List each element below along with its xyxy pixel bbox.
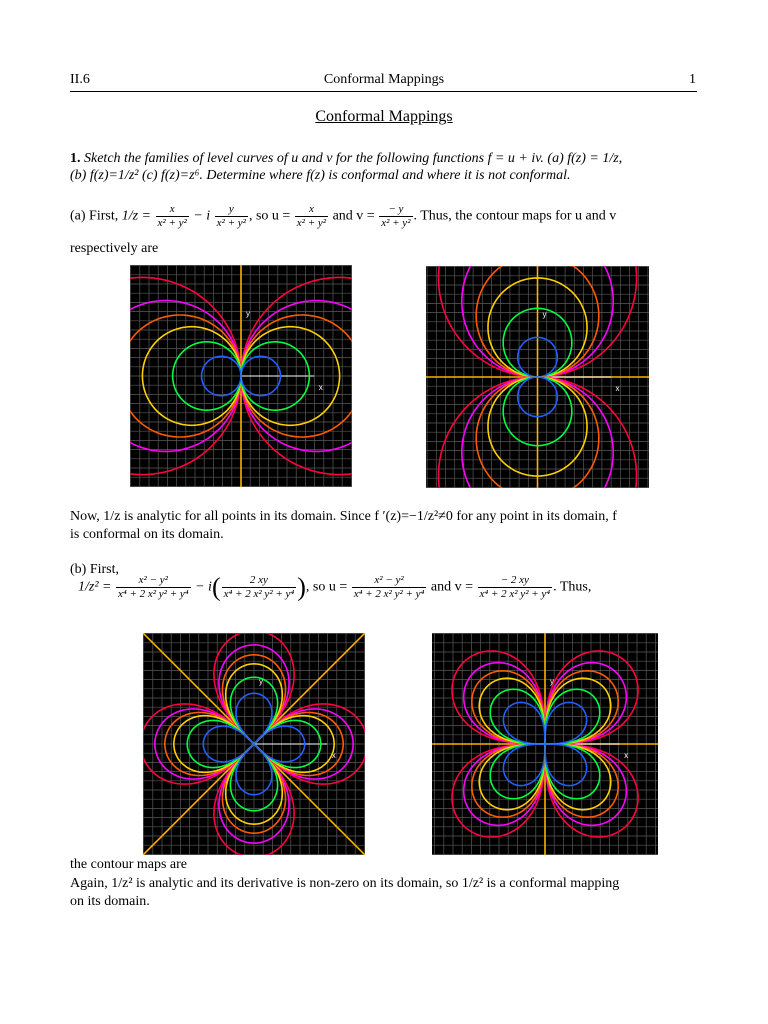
fraction-real: $\frac{\text{x² − y²}}{\text{x⁴ + 2 x² y² + y⁴}}$ [117, 574, 189, 600]
level-curve [464, 744, 545, 825]
part-b-equation [78, 574, 718, 601]
level-curve [464, 663, 545, 744]
part-a-conclusion-1: Now, 1/z is analytic for all points in its domain. Since f ′(z)=−1/z²≠0 for any point in its domain, f [70, 509, 617, 524]
axis-label-x: x [331, 751, 336, 760]
problem-line-1: Sketch the families of level curves of u and v for the following functions f = u + iv. (a) f(z) = 1/z, [84, 151, 623, 166]
minus-i: − i [193, 208, 211, 224]
part-b-tail: . Thus, [553, 579, 592, 595]
part-b-conclusion-2: on its domain. [70, 894, 150, 909]
fraction-y: $\frac{y}{\text{x² + y²}}$ [216, 203, 246, 229]
level-curve [452, 744, 545, 837]
level-curve [503, 744, 545, 786]
axis-label-x: x [318, 383, 323, 392]
contour-plot-v-1-over-z [426, 266, 649, 488]
fraction-imag: $\frac{2 xy}{\text{x⁴ + 2 x² y² + y⁴}}$ [223, 574, 295, 600]
so-u-b: , so u = [305, 579, 348, 595]
part-a-lhs: 1/z = [121, 208, 152, 224]
part-b-caption: the contour maps are [70, 857, 188, 872]
and-v: and v = [332, 208, 375, 224]
left-paren: ( [211, 572, 221, 602]
header-rule [70, 91, 697, 92]
contour-plot-u-1-over-z [130, 265, 352, 487]
part-a-line-2: respectively are [70, 241, 159, 256]
and-v-b: and v = [430, 579, 473, 595]
part-b-lhs: 1/z² = [78, 579, 112, 595]
contour-plot-u-1-over-z2 [143, 633, 365, 855]
part-a-tail: . Thus, the contour maps for u and v [413, 208, 617, 224]
fraction-x: $\frac{x}{\text{x² + y²}}$ [157, 203, 187, 229]
header-section: II.6 [70, 72, 90, 87]
fraction-v: $\frac{- y}{\text{x² + y²}}$ [381, 203, 411, 229]
so-u: , so u = [248, 208, 291, 224]
axis-label-x: x [624, 751, 629, 760]
axis-label-y: y [246, 309, 250, 318]
level-curve [545, 663, 626, 744]
level-curve [545, 651, 638, 744]
fraction-v-b: $\frac{- 2 xy}{\text{x⁴ + 2 x² y² + y⁴}}$ [479, 574, 551, 600]
page-title: Conformal Mappings [315, 108, 453, 125]
axis-label-y: y [259, 677, 263, 686]
problem-line-2: (b) f(z)=1/z² (c) f(z)=z⁶. Determine where f(z) is conformal and where it is not conformal. [70, 168, 571, 183]
level-curve [452, 651, 545, 744]
part-a-intro: (a) First, [70, 208, 119, 224]
axis-label-y: y [542, 310, 547, 319]
right-paren: ) [297, 572, 306, 602]
problem-number: 1. [70, 151, 81, 166]
level-curve [545, 744, 587, 786]
axis-label-x: x [615, 384, 620, 393]
level-curve [545, 702, 587, 744]
problem-statement [70, 150, 710, 184]
header-title: Conformal Mappings [323, 72, 445, 87]
part-a-conclusion-2: is conformal on its domain. [70, 527, 224, 542]
level-curve [545, 744, 629, 825]
fraction-u-b: $\frac{\text{x² − y²}}{\text{x⁴ + 2 x² y² + y⁴}}$ [353, 574, 425, 600]
part-a-equation [70, 203, 710, 230]
fraction-u: $\frac{x}{\text{x² + y²}}$ [296, 203, 327, 229]
minus-i-b: − i [195, 579, 212, 595]
part-b-conclusion-1: Again, 1/z² is analytic and its derivative is non-zero on its domain, so 1/z² is a conformal mapping [70, 876, 620, 891]
contour-plot-v-1-over-z2 [432, 633, 658, 855]
page-number: 1 [689, 72, 696, 87]
part-b-intro: (b) First, [70, 562, 119, 577]
axis-label-y: y [550, 677, 554, 686]
level-curve [503, 702, 545, 744]
